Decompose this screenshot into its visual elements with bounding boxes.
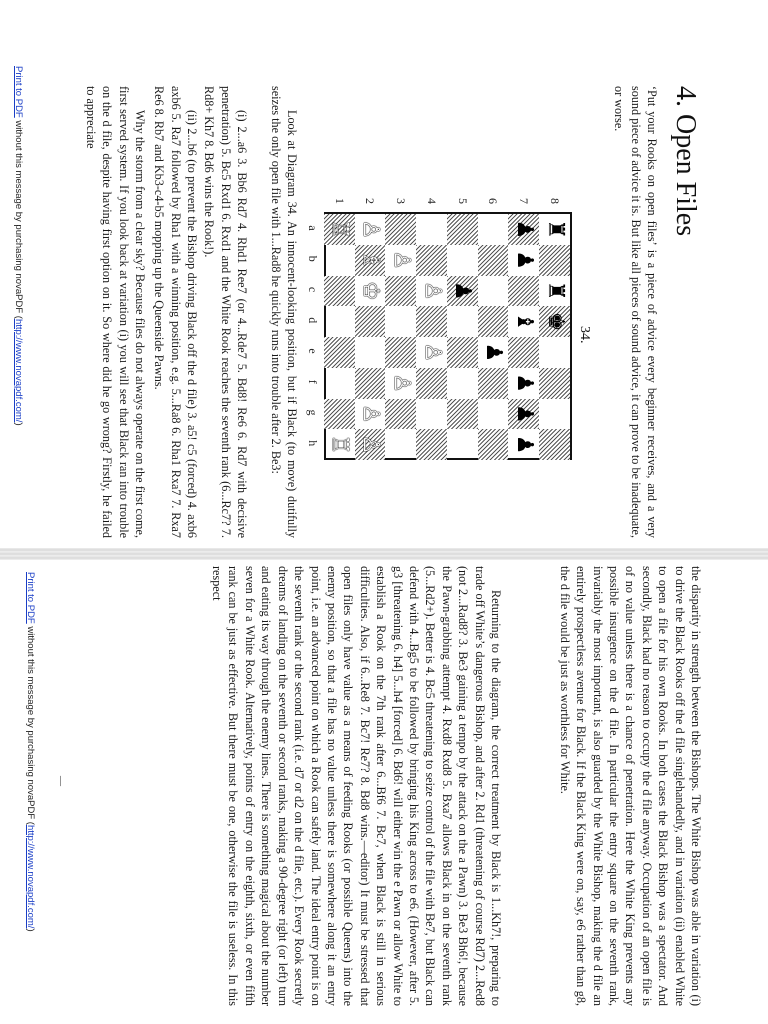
board-square-b6 — [478, 245, 509, 276]
board-square-g6 — [478, 399, 509, 430]
footer-close: ) — [13, 422, 24, 426]
board-square-e3 — [386, 337, 417, 368]
board-square-b8 — [539, 245, 570, 276]
board-square-c3 — [386, 276, 417, 307]
rank-label-6: 6 — [486, 198, 501, 204]
left-footer — [13, 66, 24, 426]
chapter-title: 4. Open Files — [670, 86, 701, 237]
chess-diagram — [324, 212, 572, 460]
black-rook-c8-icon: ♜ — [542, 281, 568, 301]
board-square-c6 — [478, 276, 509, 307]
file-label-c: c — [306, 286, 320, 293]
file-label-f: f — [306, 379, 320, 384]
footer-message: without this message by purchasing novaPDF ( — [25, 623, 36, 825]
board-square-b1 — [324, 245, 355, 276]
white-rook-h1-icon: ♖ — [327, 434, 353, 455]
right-paragraph-1: the disparity in strength between the Bishops. The White Bishop was able in variation (i) to drive the Black Rooks off the d file singlehandedly, and in variation (ii) enabled White to open a file for his own Rooks. In both cases the Black Bishop was a spectator. And secondly, Black had no reason to occupy the d file anyway. Occupation of an open file is of no value unless there is a chance of penetration. Here the White King prevents any possible insurgence on the d file. In particular the entry square on the seventh rank, invariably the most important, is also guarded by the White Bishop, making the d file an entirely prospectless avenue for Black. If the Black King were on, say, e6 rather than g8, the d file would be just as worthless for White. — [557, 566, 703, 1006]
black-pawn-h7-icon: ♟ — [511, 434, 537, 455]
intro-paragraph: ‘Put your Rooks on open files’ is a piece of advice every beginner receives, and a very sound piece of advice it is. But like all pieces of sound advice, it can prove to be inadequate, or worse. — [612, 86, 659, 538]
board-square-h6 — [478, 429, 509, 460]
board-square-g1 — [324, 399, 355, 430]
black-pawn-a7-icon: ♟ — [511, 219, 537, 240]
board-square-d6 — [478, 306, 509, 337]
body-paragraph-1: Look at Diagram 34. An innocent-looking position, but if Black (to move) dutifully seizes the only open file with 1...Rad8 he quickly runs into trouble after 2. Be3: — [268, 86, 299, 538]
file-label-e: e — [306, 348, 320, 354]
rank-label-4: 4 — [425, 198, 439, 204]
white-pawn-h2-icon: ♙ — [358, 434, 384, 455]
white-pawn-f3-icon: ♙ — [388, 373, 414, 393]
black-pawn-g7-icon: ♟ — [511, 404, 537, 424]
novapdf-link[interactable]: http://www.novapdf.com/ — [25, 824, 36, 929]
rank-label-7: 7 — [517, 198, 532, 204]
board-square-f2 — [355, 368, 386, 399]
white-pawn-a2-icon: ♙ — [358, 219, 384, 240]
board-square-f4 — [416, 368, 447, 399]
board-square-c7 — [509, 276, 540, 307]
black-pawn-b7-icon: ♟ — [511, 250, 537, 270]
body-paragraph-4: Why the storm from a clear sky? Because files do not always operate on the first come, first served system. If you look back at variation (i) you will see that Black ran into trouble on the d file, despite having first option on it. So where did he go wrong? Firstly, he failed to appreciate — [83, 86, 147, 538]
black-rook-a8-icon: ♜ — [542, 219, 568, 240]
white-pawn-c4-icon: ♙ — [419, 281, 445, 301]
board-square-g8 — [539, 399, 570, 430]
board-square-e5 — [447, 337, 478, 368]
right-page — [0, 566, 768, 1016]
rank-label-8: 8 — [548, 198, 562, 204]
board-square-f5 — [447, 368, 478, 399]
board-square-f8 — [539, 368, 570, 399]
white-pawn-e4-icon: ♙ — [419, 342, 445, 363]
variation-ii-paragraph: (ii) 2...b6 (to prevent the Bishop driving Black off the d file) 3. a5! c5 (forced) 4. axb6 axb6 5. Ra7 followed by Rha1 with a winning position, e.g. 5...Ra8 6. Rha1 Rxa7 7. Rxa7 Re6 8. Rb7 and Kb3-c4-b5 mopping up the Queenside Pawns. — [152, 86, 199, 538]
white-pawn-g2-icon: ♙ — [358, 404, 384, 424]
book-gutter — [0, 548, 768, 560]
board-square-c1 — [324, 276, 355, 307]
board-square-b4 — [416, 245, 447, 276]
novapdf-link[interactable]: http://www.novapdf.com/ — [13, 318, 24, 423]
file-label-b: b — [306, 255, 320, 262]
board-square-f1 — [324, 368, 355, 399]
file-label-a: a — [306, 225, 320, 231]
footer-close: ) — [25, 928, 36, 932]
board-square-a3 — [386, 214, 417, 245]
rank-label-1: 1 — [332, 198, 347, 204]
board-square-a6 — [478, 214, 509, 245]
board-square-g3 — [386, 399, 417, 430]
white-rook-a1-icon: ♖ — [327, 219, 353, 240]
board-square-d4 — [416, 306, 447, 337]
board-square-e7 — [509, 337, 540, 368]
black-pawn-f7-icon: ♟ — [511, 373, 537, 393]
board-square-h5 — [447, 429, 478, 460]
board-square-b5 — [447, 245, 478, 276]
board-square-d3 — [386, 306, 417, 337]
white-king-c2-icon: ♔ — [358, 281, 384, 301]
rank-label-2: 2 — [363, 198, 378, 204]
board-square-g4 — [416, 399, 447, 430]
black-king-d8-icon: ♚ — [542, 311, 568, 332]
board-square-d2 — [355, 306, 386, 337]
board-square-a5 — [447, 214, 478, 245]
board-square-h3 — [386, 429, 417, 460]
black-pawn-c5-icon: ♟ — [450, 281, 476, 301]
board-square-g5 — [447, 399, 478, 430]
board-square-h4 — [416, 429, 447, 460]
variation-i-paragraph: (i) 2...a6 3. Bb6 Rd7 4. Rhd1 Ree7 (or 4...Rde7 5. Bd8! Re6 6. Rd7 with decisive penetration) 5. Bc5 Rxd1 6. Rxd1 and the White Rook reaches the seventh rank (6...Rc7? 7. Rd8+ Kh7 8. Bd6 wins the Rook!). — [202, 86, 249, 538]
right-footer — [25, 572, 36, 932]
board-square-h8 — [539, 429, 570, 460]
board-square-d5 — [447, 306, 478, 337]
board-square-e2 — [355, 337, 386, 368]
print-to-pdf-link[interactable]: Print to PDF — [25, 572, 36, 624]
board-square-a4 — [416, 214, 447, 245]
file-label-h: h — [306, 440, 320, 447]
left-page — [0, 60, 768, 548]
board-square-f6 — [478, 368, 509, 399]
file-label-g: g — [306, 409, 320, 416]
rank-label-3: 3 — [394, 198, 409, 204]
board-square-e1 — [324, 337, 355, 368]
board-square-e8 — [539, 337, 570, 368]
board-square-d1 — [324, 306, 355, 337]
page-folio: — — [55, 776, 66, 786]
file-label-d: d — [306, 317, 320, 324]
white-pawn-b3-icon: ♙ — [388, 250, 414, 270]
white-bishop-b2-icon: ♗ — [358, 250, 384, 270]
footer-message: without this message by purchasing novaPDF ( — [13, 117, 24, 319]
right-paragraph-2: Returning to the diagram, the correct treatment by Black is 1...Kh7!, preparing to trade off White’s dangerous Bishop, and after 2. Rd1 (threatening of course Rd7) 2...Red8 (not 2...Rad8? 3. Be3 gaining a tempo by the attack on the a Pawn) 3. Be3 Bh6!, because the Pawn-grabbing attempt 4. Rxd8 Rxd8 5. Bxa7 allows Black in on the seventh rank (5...Rd2+). Better is 4. Bc5 threatening to seize control of the file with Be7, but Black can defend with 4...Bg5 to be followed by bringing his King across to e6. (However, after 5. g3 [threatening 6. h4] 5...h4 [forced] 6. Bd6! will either win the e Pawn or allow White to establish a Rook on the 7th rank after 6...Bf6 7. Bc7, when Black is still in serious difficulties. Also, if 6...Re8 7. Bc7! Re7? 8. Bd8 wins.—editor) It must be stressed that open files only have value as a means of feeding Rooks (or possible Queens) into the enemy position, so that a file has no value unless there is somewhere along it an entry point, i.e. an advanced point on which a Rook can safely land. The ideal entry point is on the seventh rank or the second rank (i.e. d7 or d2 on the d file, etc.). Every Rook secretly dreams of landing on the seventh or second ranks, making a 90-degree right (or left) turn and eating its way through the enemy lines. There is something magical about the number seven for a White Rook. Alternatively, points of entry on the eighth, sixth, or even fifth rank can be just as effective. But there must be one, otherwise the file is useless. In this respect — [210, 566, 503, 1006]
black-bishop-d7-icon: ♝ — [511, 311, 537, 332]
print-to-pdf-link[interactable]: Print to PDF — [13, 66, 24, 118]
diagram-number: 34. — [577, 326, 592, 344]
black-pawn-e6-icon: ♟ — [481, 342, 507, 363]
rank-label-5: 5 — [455, 198, 470, 204]
